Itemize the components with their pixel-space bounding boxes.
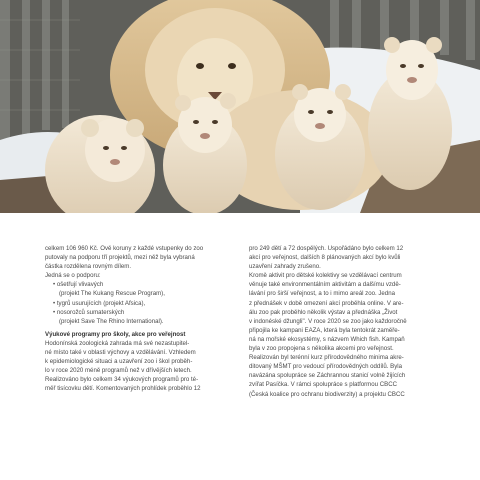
list-item-note: (projekt The Kukang Rescue Program), bbox=[59, 290, 165, 298]
paragraph-line: zvířat Pasíčka. V rámci spolupráce s platformou CBCC bbox=[249, 381, 397, 389]
paragraph-line: né místo také v oblasti výchovy a vzdělávání. Vzhledem bbox=[45, 349, 196, 357]
list-item-text: ošetřují vlivavých bbox=[56, 281, 104, 289]
list-item: • ošetřují vlivavých bbox=[53, 281, 104, 289]
section-heading: Výukové programy pro školy, akce pro veřejnost bbox=[45, 330, 186, 338]
paragraph-line: z přednášek v době omezení akcí proběhla online. V are- bbox=[249, 299, 404, 307]
paragraph-line: pro 249 dětí a 72 dospělých. Uspořádáno bylo celkem 12 bbox=[249, 245, 404, 252]
paragraph-line: byla v zoo propojena s několika akcemi pro veřejnost. bbox=[249, 345, 394, 353]
paragraph-line: ná na mořské ekosystémy, s názvem Which fish. Kampaň bbox=[249, 335, 405, 343]
paragraph-line: Realizován byl terénní kurz přírodovědného minima akre- bbox=[249, 354, 404, 362]
list-item-note: (projekt Save The Rhino International). bbox=[59, 317, 164, 325]
paragraph-line: věnuje také environmentálním aktivitám a dalšímu vzdě- bbox=[249, 281, 401, 289]
paragraph-line: Realizováno bylo celkem 34 výukových programů pro té- bbox=[45, 376, 199, 384]
lion-family-photo bbox=[0, 0, 480, 213]
paragraph-line: lávání pro širší veřejnost, a to i mimo areál zoo. Jedna bbox=[249, 290, 395, 298]
right-text-column bbox=[249, 244, 445, 399]
paragraph-line: ditovaný MŠMT pro vedoucí přírodovědných oddílů. Byla bbox=[249, 363, 402, 371]
paragraph-line: navázána spolupráce se Záchrannou stanicí volně žijících bbox=[249, 372, 406, 380]
paragraph-line: Hodonínská zoologická zahrada má své nezastupitel- bbox=[45, 339, 190, 347]
paragraph-line: (Česká koalice pro ochranu biodiverzity) a projektu CBCC bbox=[249, 390, 405, 398]
paragraph-line: celkem 106 960 Kč. Ově koruny z každé vstupenky do zoo bbox=[45, 245, 204, 252]
paragraph-line: měř tisícovku dětí. Komentovaných prohlídek proběhlo 12 bbox=[45, 385, 201, 393]
paragraph-line: v indonéské džungli". V roce 2020 se zoo jako každoročně bbox=[249, 317, 407, 325]
paragraph-line: Kromě aktivit pro dětské kolektivy se vzdělávací centrum bbox=[249, 272, 402, 280]
lion-family-illustration bbox=[0, 0, 480, 213]
paragraph-line: lo v roce 2020 méně programů než v dřívějších letech. bbox=[45, 367, 192, 375]
list-item-text: tygrů usurujících (projekt Afsica), bbox=[56, 299, 146, 307]
left-text-column bbox=[45, 244, 241, 394]
list-item-text: nosorožců sumaterských bbox=[56, 308, 125, 316]
paragraph-line: uzavření zahrady zrušeno. bbox=[249, 263, 321, 271]
paragraph-line: álu zoo pak proběhlo několik výstav a přednáška „Život bbox=[249, 308, 398, 316]
list-item: • nosorožců sumaterských bbox=[53, 308, 125, 316]
paragraph-line: putovaly na podporu tří projektů, mezi něž byla vybraná bbox=[45, 254, 195, 262]
paragraph-line: k epidemiologické situaci a uzavření zoo i škol proběh- bbox=[45, 358, 193, 366]
paragraph-line: připojila ke kampani EAZA, která byla tentokrát zaměře- bbox=[249, 326, 400, 334]
list-intro: Jedná se o podporu: bbox=[45, 272, 101, 280]
list-item: • tygrů usurujících (projekt Afsica), bbox=[53, 299, 146, 307]
paragraph-line: akcí pro veřejnost, dalších 8 plánovaných akcí bylo kvůli bbox=[249, 254, 401, 262]
paragraph-line: částka rozdělena rovným dílem. bbox=[45, 263, 132, 271]
